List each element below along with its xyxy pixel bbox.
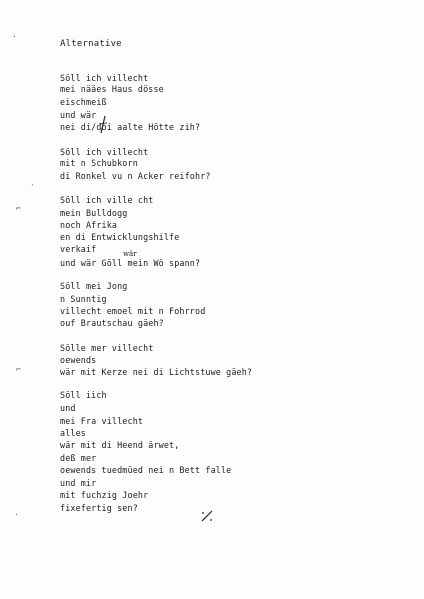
poem-line: alles: [60, 428, 86, 438]
poem-line: Söll ich villecht: [60, 73, 149, 83]
poem-line: oewends: [60, 355, 97, 365]
margin-speck: ·: [12, 32, 17, 41]
poem-line: deß mer: [60, 453, 97, 463]
poem-line: und mir: [60, 478, 97, 488]
poem-line: und wär: [60, 110, 97, 120]
poem-line: wär mit di Heend ärwet,: [60, 440, 180, 450]
poem-line: mei nääes Haus dösse: [60, 84, 164, 94]
poem-line: noch Afrika: [60, 220, 118, 230]
poem-line: und wär Göll mein Wö spann?: [60, 258, 201, 268]
margin-speck: ˎ: [30, 176, 35, 185]
end-mark-icon: [200, 510, 214, 522]
poem-line: en di Entwicklungshilfe: [60, 232, 180, 242]
poem-line: Sölle mer villecht: [60, 343, 154, 353]
poem-line: Söll ich villecht: [60, 147, 149, 157]
poem-line: mit fuchzig Joehr: [60, 490, 149, 500]
poem-line: nei di/doi aalte Hötte zih?: [60, 122, 201, 132]
poem-line: Söll iich: [60, 390, 107, 400]
poem-line: fixefertig sen?: [60, 503, 138, 513]
handwritten-annotation: wär: [123, 250, 137, 258]
page-title: Alternative: [60, 39, 122, 49]
poem-line: und: [60, 403, 76, 413]
margin-speck: ·: [14, 510, 19, 519]
poem-line: wär mit Kerze nei di Lichtstuwe gäeh?: [60, 367, 253, 377]
poem-line: mein Bulldogg: [60, 208, 128, 218]
poem-line: eischmeiß: [60, 97, 107, 107]
poem-line: mit n Schubkorn: [60, 158, 138, 168]
poem-line: di Ronkel vu n Acker reifohr?: [60, 171, 211, 181]
margin-speck: ⌐: [16, 204, 21, 213]
poem-line: Söll ich ville cht: [60, 195, 154, 205]
margin-speck: ⌐: [16, 365, 21, 374]
poem-line: mei Fra villecht: [60, 416, 144, 426]
poem-line: verkaif: [60, 244, 97, 254]
poem-line: n Sunntig: [60, 294, 107, 304]
poem-line: ouf Brautschau gäeh?: [60, 318, 164, 328]
poem-line: oewends tuedmüed nei n Bett falle: [60, 465, 232, 475]
poem-line: Söll mei Jong: [60, 281, 128, 291]
poem-line: villecht emoel mit n Fohrrod: [60, 306, 206, 316]
handwritten-scratch: [96, 115, 110, 135]
